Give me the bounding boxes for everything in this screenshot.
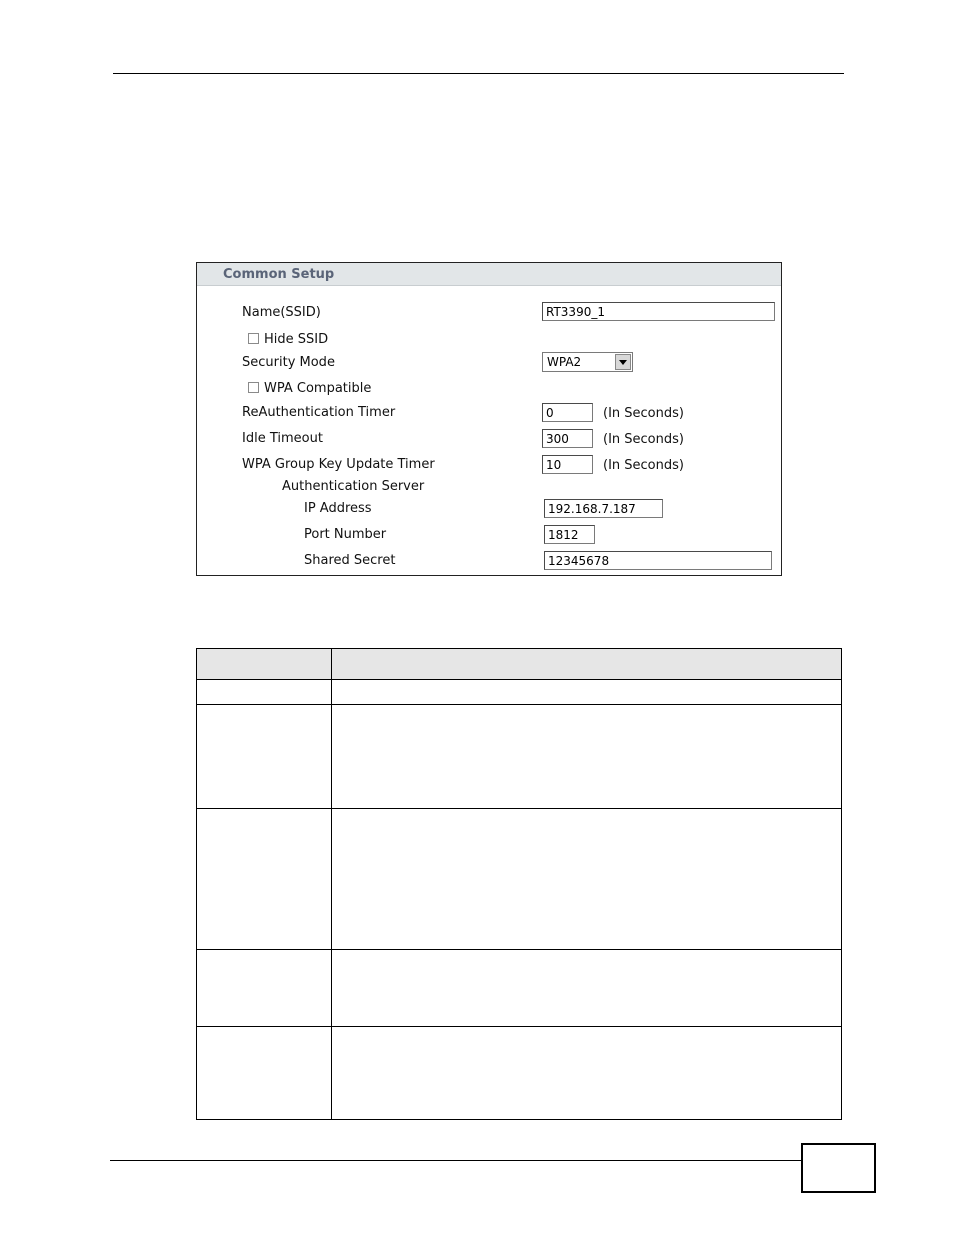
hide-ssid-checkbox[interactable] — [248, 333, 259, 344]
auth-server-label: Authentication Server — [282, 479, 425, 494]
shared-secret-input[interactable] — [544, 551, 772, 570]
hide-ssid-label: Hide SSID — [264, 332, 329, 347]
table-header — [197, 649, 841, 680]
security-mode-value: WPA2 — [547, 355, 582, 369]
chevron-down-icon[interactable] — [615, 354, 631, 370]
reauth-timer-input[interactable] — [542, 403, 593, 422]
reauth-timer-label: ReAuthentication Timer — [242, 405, 396, 420]
header-rule — [113, 73, 844, 74]
table-row-divider — [197, 1026, 841, 1027]
table-column-divider — [331, 649, 332, 1119]
port-number-label: Port Number — [304, 527, 387, 542]
table-row-divider — [197, 949, 841, 950]
table-row-divider — [197, 808, 841, 809]
reauth-unit: (In Seconds) — [603, 406, 684, 421]
name-ssid-input[interactable] — [542, 302, 775, 321]
ip-address-input[interactable] — [544, 499, 663, 518]
description-table — [196, 648, 842, 1120]
group-key-input[interactable] — [542, 455, 593, 474]
security-mode-select[interactable] — [542, 352, 633, 372]
shared-secret-label: Shared Secret — [304, 553, 396, 568]
port-number-input[interactable] — [544, 525, 595, 544]
security-mode-label: Security Mode — [242, 355, 335, 370]
group-key-label: WPA Group Key Update Timer — [242, 457, 435, 472]
panel-header — [197, 263, 781, 286]
group-key-unit: (In Seconds) — [603, 458, 684, 473]
wpa-compatible-checkbox[interactable] — [248, 382, 259, 393]
table-row-divider — [197, 704, 841, 705]
wpa-compatible-label: WPA Compatible — [264, 381, 372, 396]
panel-title: Common Setup — [223, 267, 335, 282]
footer-rule — [110, 1160, 802, 1161]
idle-timeout-unit: (In Seconds) — [603, 432, 684, 447]
idle-timeout-input[interactable] — [542, 429, 593, 448]
idle-timeout-label: Idle Timeout — [242, 431, 323, 446]
ip-address-label: IP Address — [304, 501, 372, 516]
name-ssid-label: Name(SSID) — [242, 305, 321, 320]
common-setup-panel — [196, 262, 782, 576]
page-number-box — [801, 1143, 876, 1193]
